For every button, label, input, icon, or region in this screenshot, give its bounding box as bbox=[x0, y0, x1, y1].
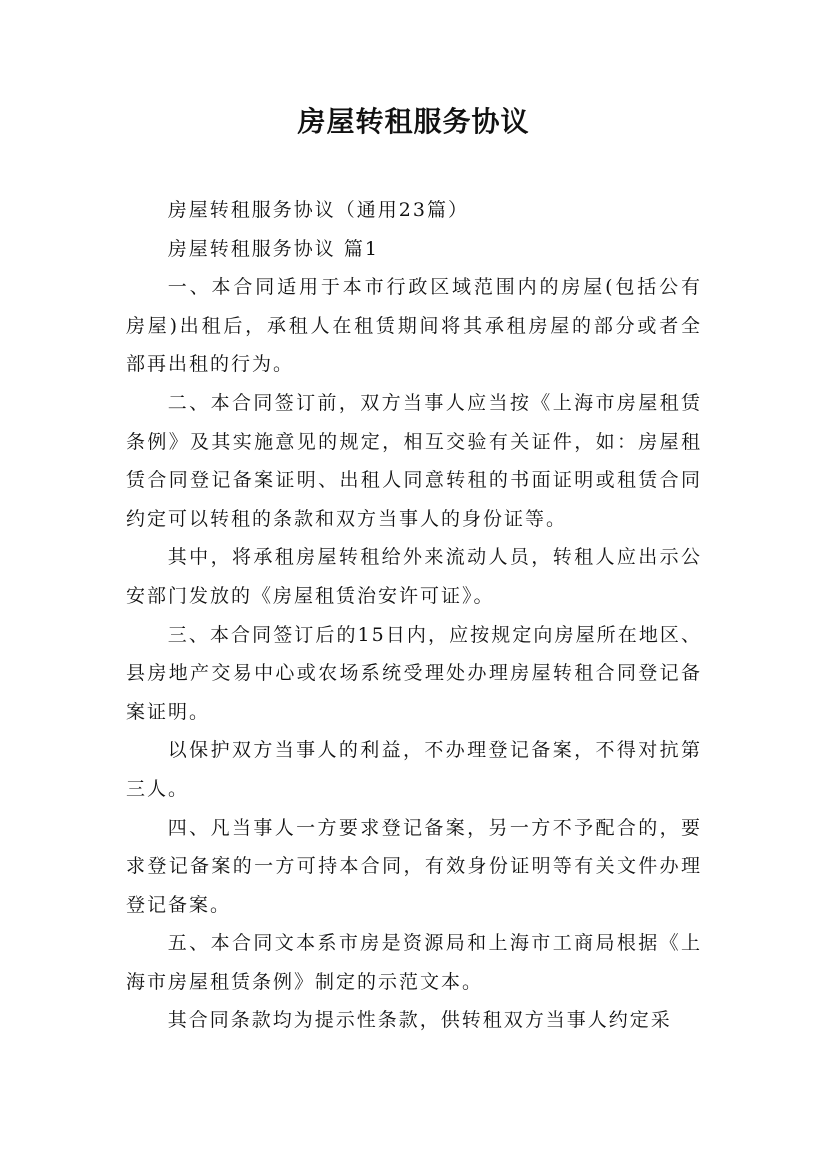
document-subtitle: 房屋转租服务协议（通用23篇） bbox=[167, 199, 469, 221]
paragraph: 三、本合同签订后的15日内，应按规定向房屋所在地区、县房地产交易中心或农场系统受理处办理房屋转租合同登记备案证明。 bbox=[126, 623, 702, 723]
paragraph: 其合同条款均为提示性条款，供转租双方当事人约定采 bbox=[167, 1009, 672, 1032]
paragraph: 以保护双方当事人的利益，不办理登记备案，不得对抗第三人。 bbox=[126, 739, 702, 800]
paragraph: 二、本合同签订前，双方当事人应当按《上海市房屋租赁条例》及其实施意见的规定，相互交验有关证件，如：房屋租赁合同登记备案证明、出租人同意转租的书面证明或租赁合同约定可以转租的条款和双方当事人的身份证等。 bbox=[126, 391, 702, 530]
paragraph: 五、本合同文本系市房是资源局和上海市工商局根据《上海市房屋租赁条例》制定的示范文本。 bbox=[126, 932, 702, 993]
paragraph: 其中，将承租房屋转租给外来流动人员，转租人应出示公安部门发放的《房屋租赁治安许可证》。 bbox=[126, 546, 702, 607]
chapter-heading: 房屋转租服务协议 篇1 bbox=[167, 237, 379, 260]
document-title: 房屋转租服务协议 bbox=[297, 105, 530, 138]
document-body bbox=[126, 191, 702, 1040]
paragraph: 四、凡当事人一方要求登记备案，另一方不予配合的，要求登记备案的一方可持本合同，有效身份证明等有关文件办理登记备案。 bbox=[126, 816, 702, 916]
paragraph: 一、本合同适用于本市行政区域范围内的房屋(包括公有房屋)出租后，承租人在租赁期间将其承租房屋的部分或者全部再出租的行为。 bbox=[126, 276, 702, 376]
